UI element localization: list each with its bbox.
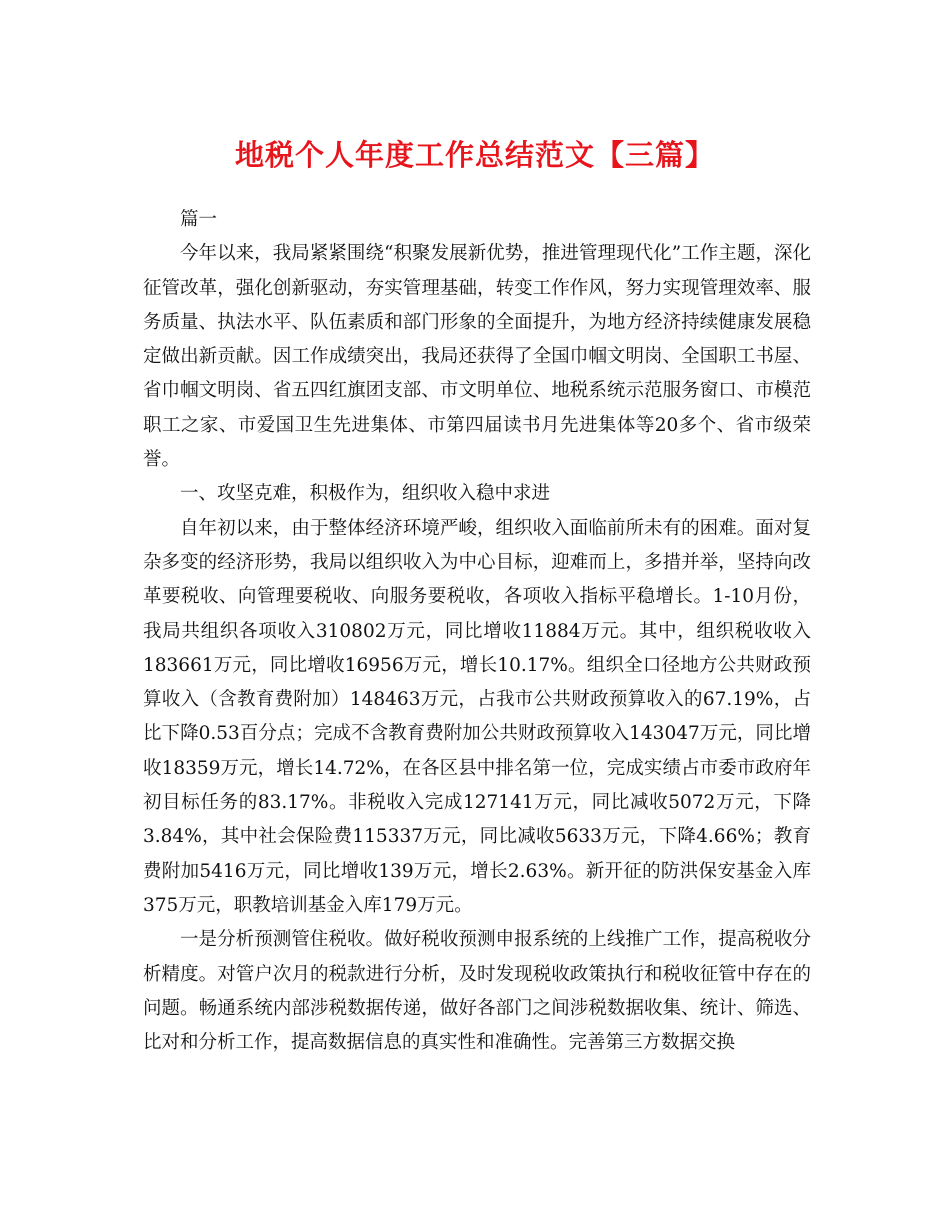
paragraph-forecast: 一是分析预测管住税收。做好税收预测申报系统的上线推广工作，提高税收分析精度。对管户次月的税款进行分析，及时发现税收政策执行和税收征管中存在的问题。畅通系统内部涉税数据传递，做好各部门之间涉税数据收集、统计、筛选、比对和分析工作，提高数据信息的真实性和准确性。完善第三方数据交换 bbox=[143, 929, 811, 1054]
section-heading-part-one: 篇一 bbox=[180, 209, 218, 230]
document-body bbox=[143, 203, 811, 1060]
paragraph-revenue: 自年初以来，由于整体经济环境严峻，组织收入面临前所未有的困难。面对复杂多变的经济形势，我局以组织收入为中心目标，迎难而上，多措并举，坚持向改革要税收、向管理要税收、向服务要税收，各项收入指标平稳增长。1-10月份，我局共组织各项收入310802万元，同比增收11884万元。其中，组织税收收入183661万元，同比增收16956万元，增长10.17%。组织全口径地方公共财政预算收入（含教育费附加）148463万元，占我市公共财政预算收入的67.19%，占比下降0.53百分点；完成不含教育费附加公共财政预算收入143047万元，同比增收18359万元，增长14.72%，在各区县中排名第一位，完成实绩占市委市政府年初目标任务的83.17%。非税收入完成127141万元，同比减收5072万元，下降3.84%，其中社会保险费115337万元，同比减收5633万元，下降4.66%；教育费附加5416万元，同比增收139万元，增长2.63%。新开征的防洪保安基金入库375万元，职教培训基金入库179万元。 bbox=[143, 517, 811, 916]
document-title: 地税个人年度工作总结范文【三篇】 bbox=[234, 138, 715, 172]
paragraph-intro: 今年以来，我局紧紧围绕“积聚发展新优势，推进管理现代化”工作主题，深化征管改革，强化创新驱动，夯实管理基础，转变工作作风，努力实现管理效率、服务质量、执法水平、队伍素质和部门形象的全面提升，为地方经济持续健康发展稳定做出新贡献。因工作成绩突出，我局还获得了全国巾帼文明岗、全国职工书屋、省巾帼文明岗、省五四红旗团支部、市文明单位、地税系统示范服务窗口、市模范职工之家、市爱国卫生先进集体、市第四届读书月先进集体等20多个、省市级荣誉。 bbox=[143, 243, 811, 471]
section-heading-revenue: 一、攻坚克难，积极作为，组织收入稳中求进 bbox=[180, 483, 551, 505]
